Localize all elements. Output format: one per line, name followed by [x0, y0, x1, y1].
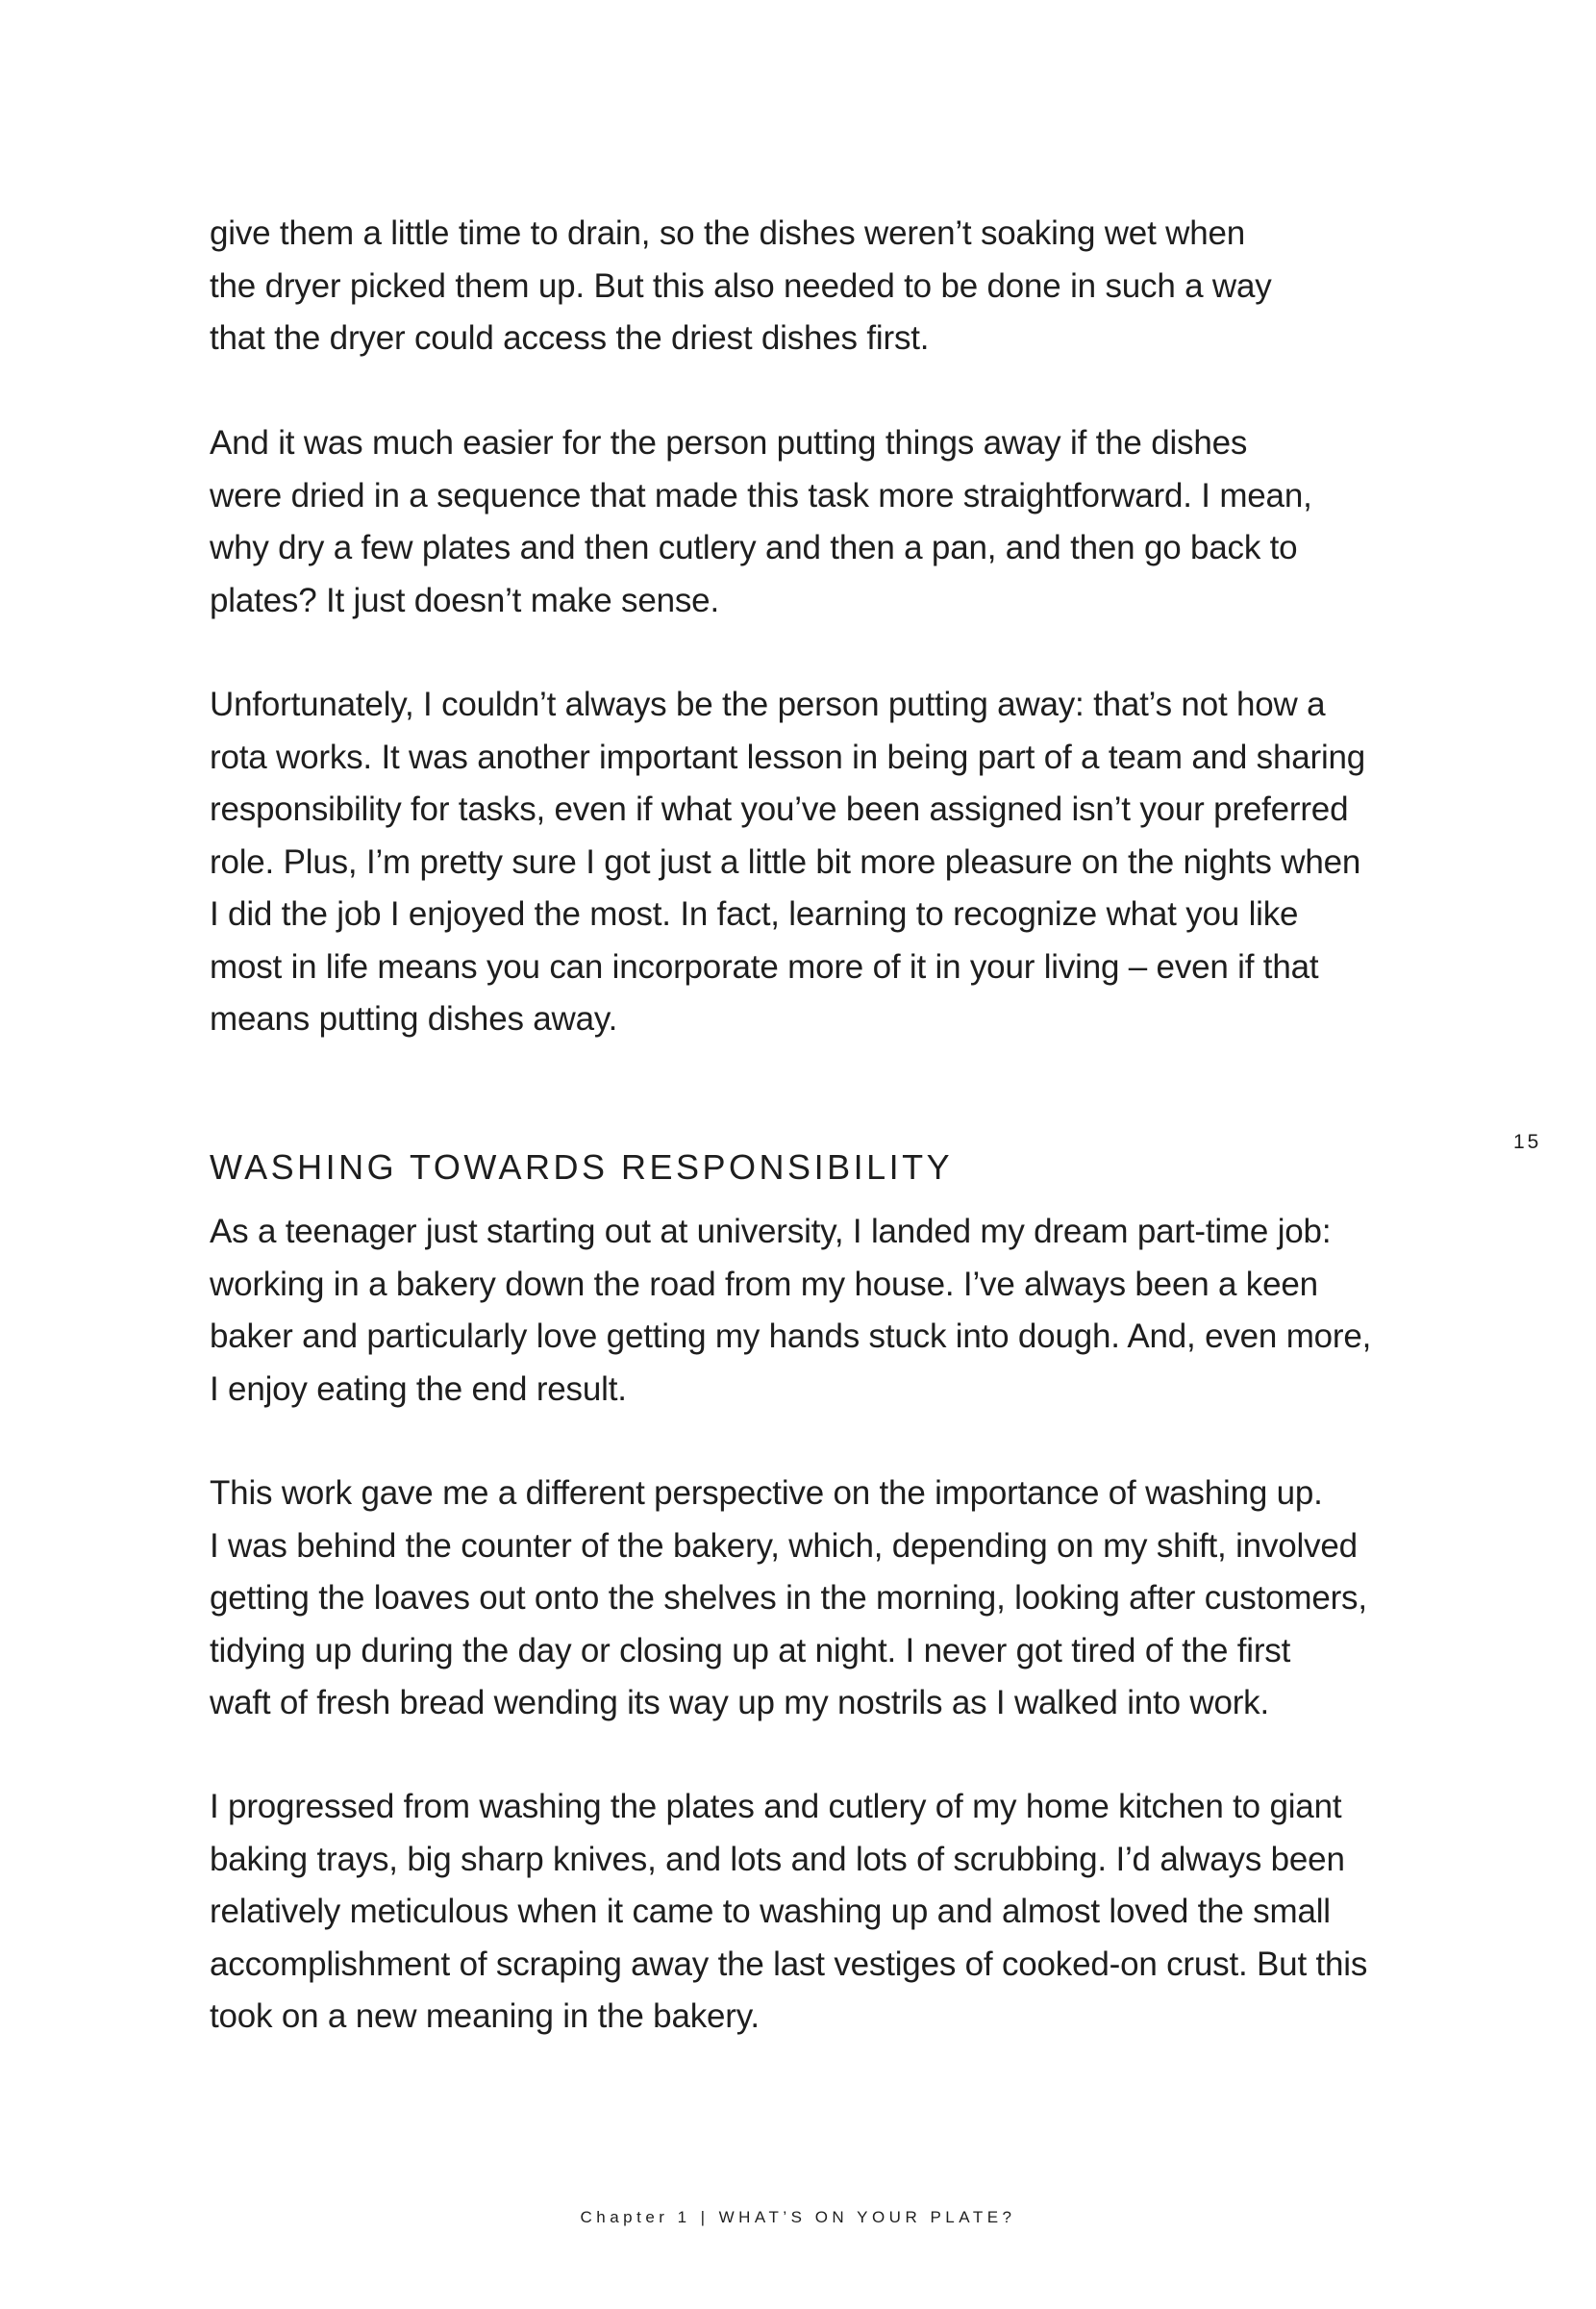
- paragraph-line: baking trays, big sharp knives, and lots and lots of scrubbing. I’d always been: [210, 1840, 1345, 1878]
- paragraph-line: give them a little time to drain, so the dishes weren’t soaking wet when: [210, 214, 1245, 252]
- paragraph-line: why dry a few plates and then cutlery and then a pan, and then go back to: [210, 529, 1298, 566]
- footer-title: WHAT’S ON YOUR PLATE?: [718, 2208, 1016, 2226]
- paragraph-line: As a teenager just starting out at university, I landed my dream part-time job:: [210, 1213, 1332, 1250]
- page-number: 15: [1513, 1131, 1542, 1153]
- paragraph-line: took on a new meaning in the bakery.: [210, 1997, 760, 2035]
- paragraph-1: [210, 208, 1421, 365]
- paragraph-line: that the dryer could access the driest dishes first.: [210, 319, 930, 357]
- paragraph-line: I progressed from washing the plates and cutlery of my home kitchen to giant: [210, 1788, 1342, 1825]
- paragraph-line: getting the loaves out onto the shelves in the morning, looking after customers,: [210, 1579, 1367, 1617]
- section-paragraph-3: [210, 1781, 1421, 2044]
- footer-chapter: Chapter 1: [580, 2208, 691, 2226]
- paragraph-line: I enjoy eating the end result.: [210, 1369, 627, 1408]
- paragraph-line: role. Plus, I’m pretty sure I got just a little bit more pleasure on the nights when: [210, 842, 1361, 881]
- paragraph-line: I was behind the counter of the bakery, which, depending on my shift, involved: [210, 1526, 1358, 1565]
- paragraph-line: most in life means you can incorporate more of it in your living – even if that: [210, 947, 1319, 986]
- section-heading: WASHING TOWARDS RESPONSIBILITY: [210, 1147, 954, 1187]
- paragraph-line: the dryer picked them up. But this also needed to be done in such a way: [210, 266, 1272, 305]
- paragraph-line: rota works. It was another important lesson in being part of a team and sharing: [210, 738, 1366, 776]
- footer-separator: |: [700, 2208, 710, 2226]
- paragraph-line: relatively meticulous when it came to washing up and almost loved the small: [210, 1893, 1331, 1930]
- section-paragraph-1: [210, 1206, 1421, 1416]
- paragraph-line: working in a bakery down the road from my house. I’ve always been a keen: [210, 1265, 1318, 1303]
- paragraph-line: accomplishment of scraping away the last vestiges of cooked-on crust. But this: [210, 1945, 1368, 1983]
- paragraph-line: responsibility for tasks, even if what you’ve been assigned isn’t your preferred: [210, 791, 1349, 828]
- paragraph-2: [210, 417, 1421, 627]
- section-paragraph-2: [210, 1468, 1421, 1730]
- paragraph-line: tidying up during the day or closing up at night. I never got tired of the first: [210, 1631, 1291, 1669]
- paragraph-line: This work gave me a different perspective on the importance of washing up.: [210, 1474, 1323, 1512]
- running-footer: [0, 2208, 1596, 2227]
- paragraph-line: And it was much easier for the person putting things away if the dishes: [210, 424, 1248, 462]
- paragraph-line: Unfortunately, I couldn’t always be the person putting away: that’s not how a: [210, 686, 1326, 723]
- paragraph-line: waft of fresh bread wending its way up my nostrils as I walked into work.: [210, 1684, 1269, 1721]
- paragraph-line: means putting dishes away.: [210, 1000, 618, 1038]
- paragraph-line: baker and particularly love getting my hands stuck into dough. And, even more,: [210, 1318, 1372, 1355]
- paragraph-line: I did the job I enjoyed the most. In fact, learning to recognize what you like: [210, 895, 1299, 933]
- paragraph-line: were dried in a sequence that made this task more straightforward. I mean,: [210, 476, 1312, 515]
- paragraph-line: plates? It just doesn’t make sense.: [210, 581, 719, 619]
- paragraph-3: [210, 679, 1421, 1046]
